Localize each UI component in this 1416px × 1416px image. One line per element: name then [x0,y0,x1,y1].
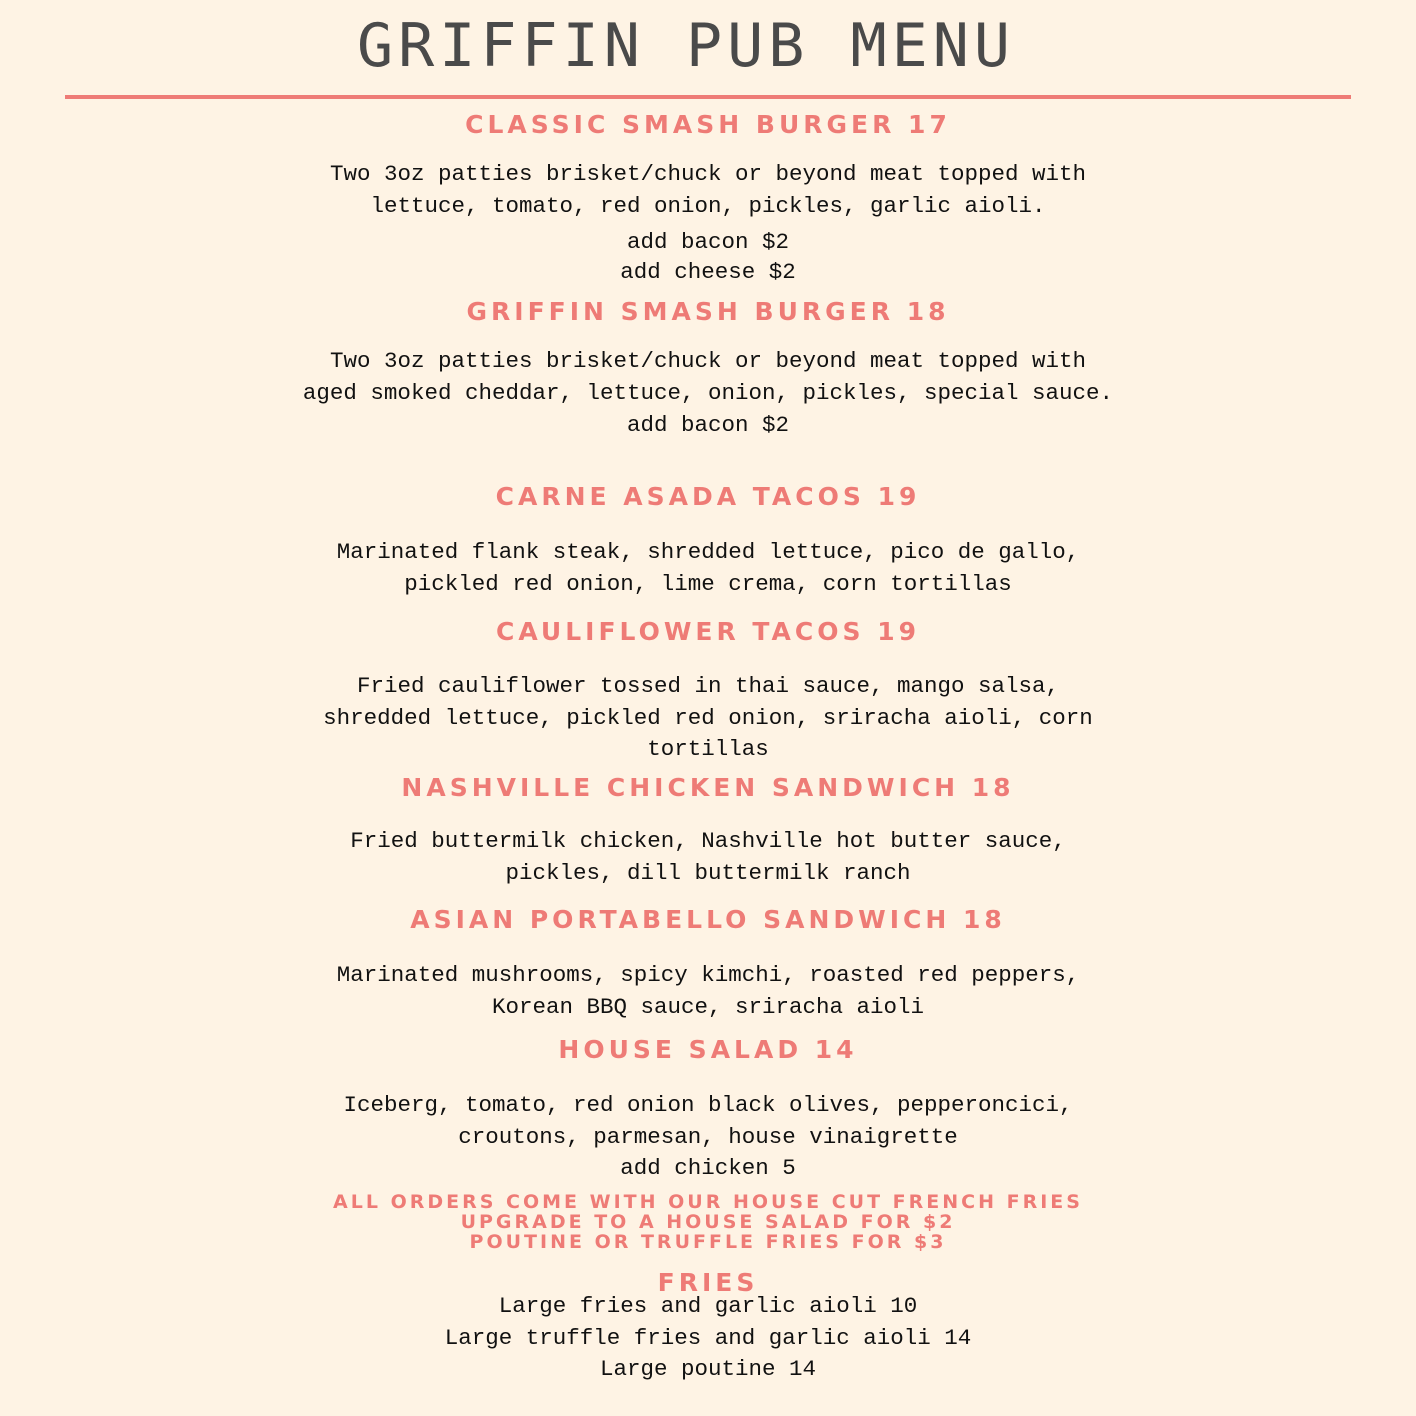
description-line: Iceberg, tomato, red onion black olives, pepperoncici, [343,1092,1073,1118]
menu-item-heading: CARNE ASADA TACOS 19 [495,482,921,511]
page-title: GRIFFIN PUB MENU [357,11,1015,81]
fries-line: Large fries and garlic aioli 10 [498,1293,918,1319]
menu-item-description [0,537,1416,600]
menu-item-addon: add cheese $2 [620,259,796,285]
menu-item-description [0,671,1416,766]
menu-item-addon: add bacon $2 [626,229,790,255]
menu-item-addon: add chicken 5 [620,1155,796,1181]
sides-note: UPGRADE TO A HOUSE SALAD FOR $2 [460,1211,956,1233]
description-line: pickles, dill buttermilk ranch [505,859,911,886]
description-line: shredded lettuce, pickled red onion, sriracha aioli, corn [323,704,1093,731]
description-line: Marinated mushrooms, spicy kimchi, roasted red peppers, [336,962,1080,988]
description-line: Korean BBQ sauce, sriracha aioli [491,993,925,1020]
menu-item-heading: CLASSIC SMASH BURGER 17 [465,110,951,139]
description-line: Two 3oz patties brisket/chuck or beyond meat topped with [329,348,1087,374]
sides-note: POUTINE OR TRUFFLE FRIES FOR $3 [469,1231,947,1253]
fries-list [0,1291,1416,1386]
description-line: Fried cauliflower tossed in thai sauce, mango salsa, [356,673,1060,699]
fries-line: Large poutine 14 [599,1356,817,1382]
menu-item-description [0,826,1416,889]
description-line: Fried buttermilk chicken, Nashville hot butter sauce, [350,828,1066,854]
sides-note: ALL ORDERS COME WITH OUR HOUSE CUT FRENCH FRIES [333,1191,1083,1213]
menu-item-addon: add bacon $2 [626,412,790,438]
fries-line: Large truffle fries and garlic aioli 14 [444,1324,972,1351]
menu-item-heading: CAULIFLOWER TACOS 19 [496,617,920,646]
description-line: croutons, parmesan, house vinaigrette [458,1123,958,1150]
description-line: Marinated flank steak, shredded lettuce, pico de gallo, [336,539,1080,565]
menu-item-heading: NASHVILLE CHICKEN SANDWICH 18 [401,773,1015,802]
description-line: Two 3oz patties brisket/chuck or beyond meat topped with [329,161,1087,187]
description-line: tortillas [647,736,769,762]
menu-item-description [0,960,1416,1023]
menu-item-description [0,346,1416,409]
description-line: lettuce, tomato, red onion, pickles, garlic aioli. [370,192,1046,219]
fries-heading: FRIES [657,1268,759,1297]
menu-item-heading: ASIAN PORTABELLO SANDWICH 18 [410,905,1006,934]
menu-item-heading: HOUSE SALAD 14 [558,1035,858,1064]
description-line: pickled red onion, lime crema, corn tortillas [404,570,1012,597]
menu-item-description [0,1090,1416,1153]
description-line: aged smoked cheddar, lettuce, onion, pickles, special sauce. [302,379,1114,406]
menu-item-heading: GRIFFIN SMASH BURGER 18 [466,297,950,326]
menu-item-description [0,159,1416,222]
title-divider [65,95,1351,99]
